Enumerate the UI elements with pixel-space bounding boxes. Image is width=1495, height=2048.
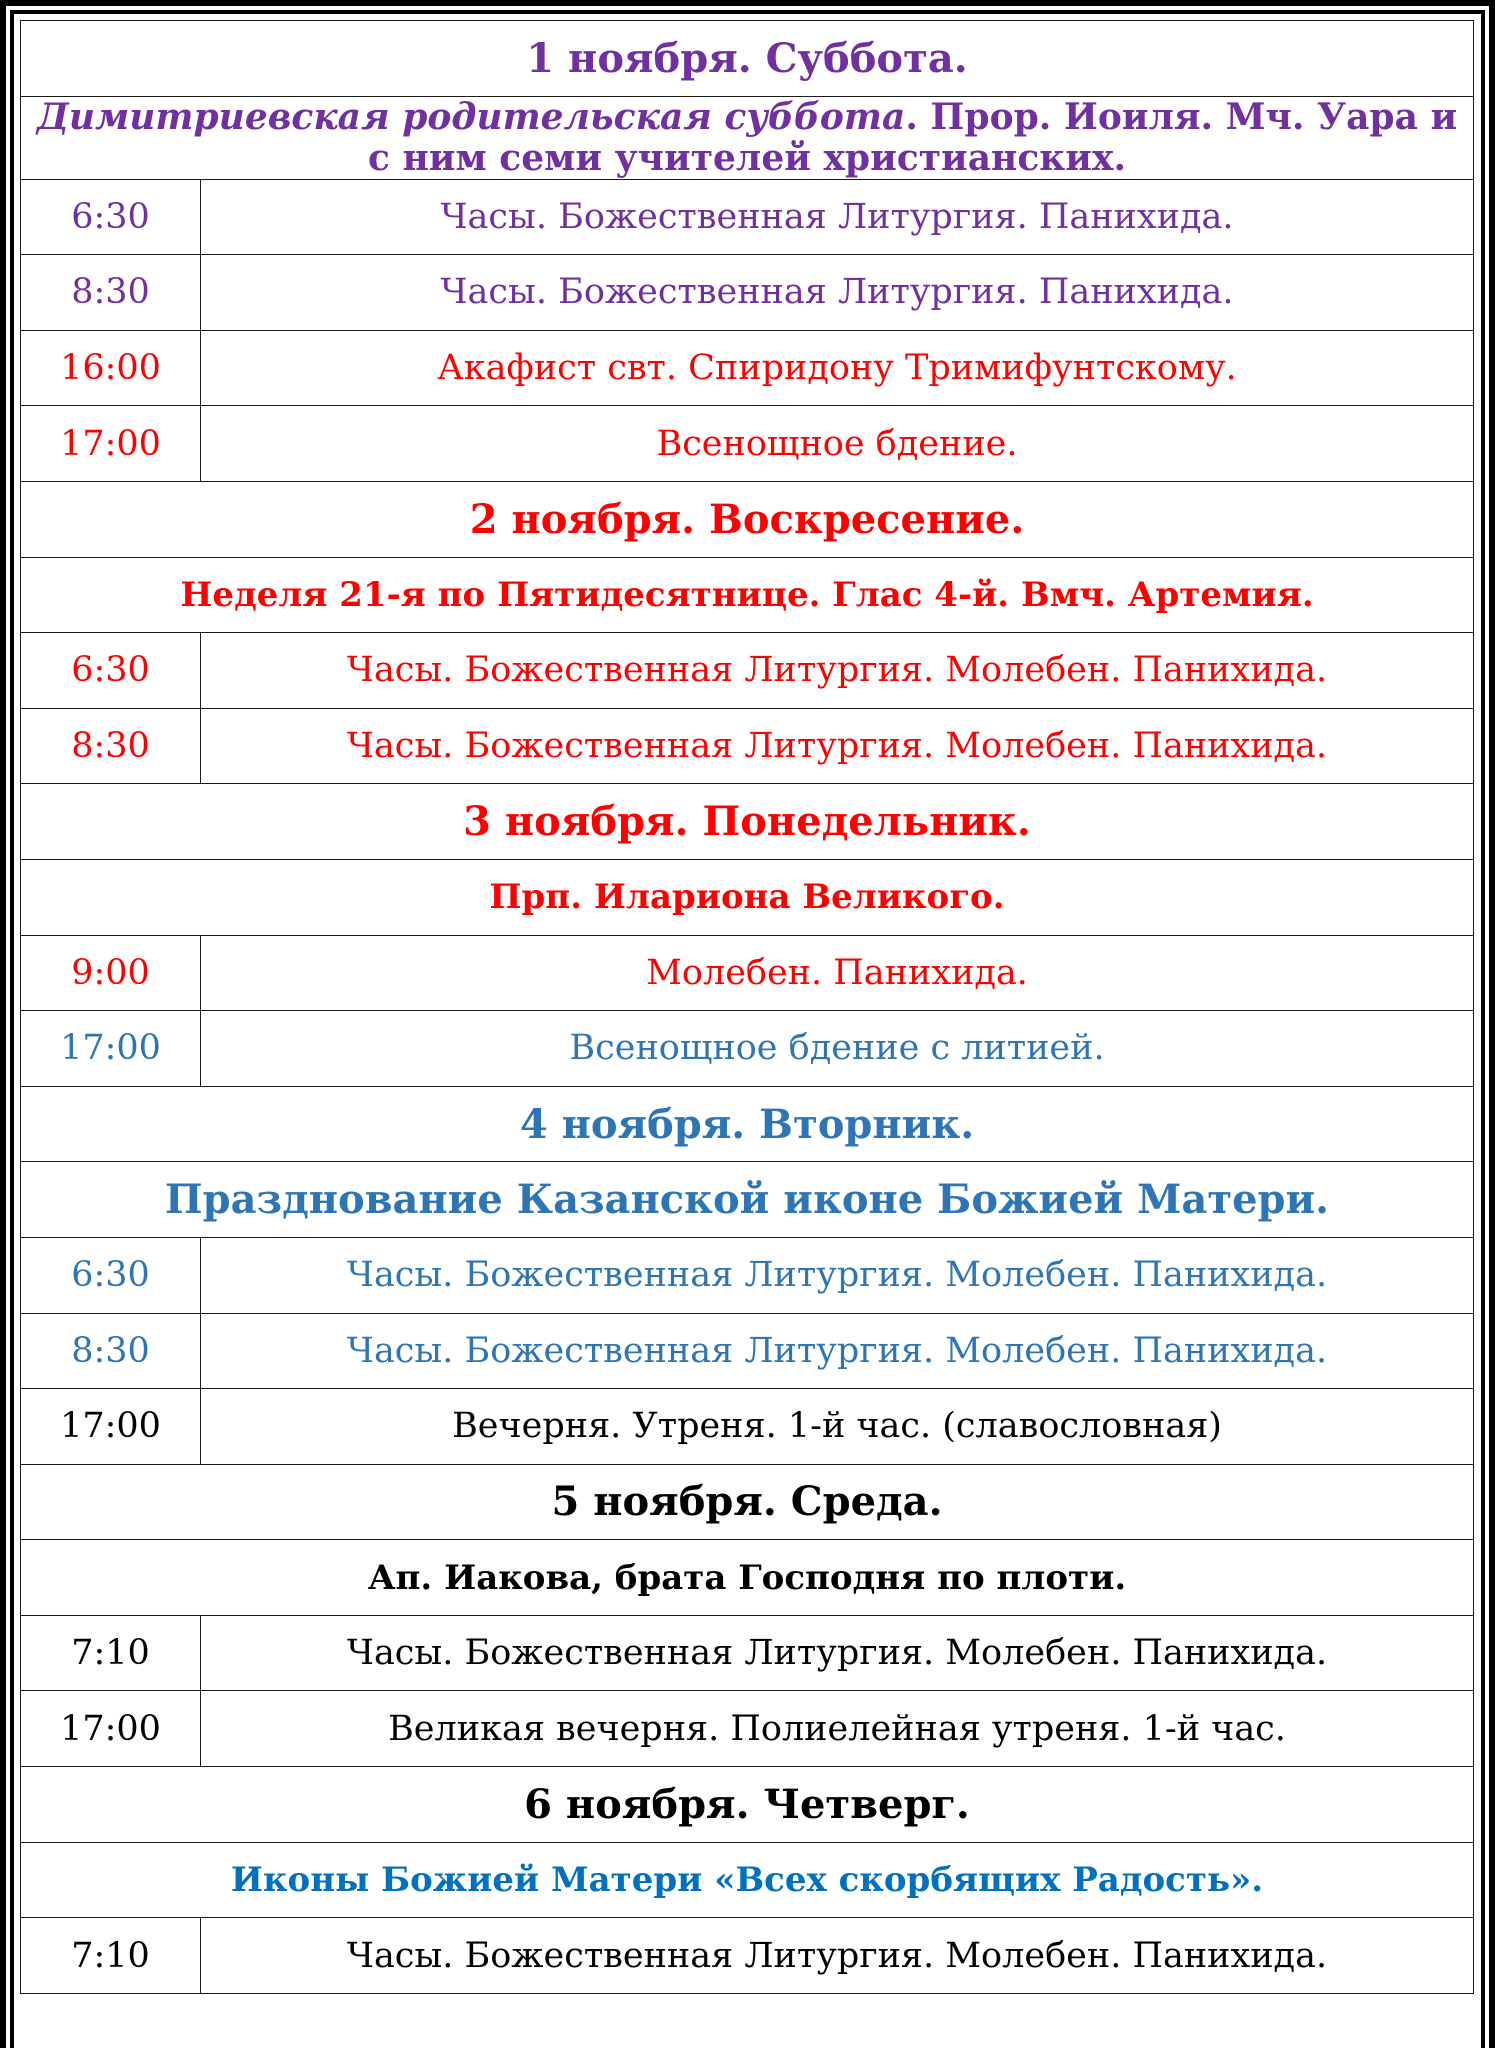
- service-time: 6:30: [21, 179, 201, 255]
- service-time: 7:10: [21, 1615, 201, 1691]
- service-text: Всенощное бдение.: [201, 406, 1474, 482]
- service-text: Часы. Божественная Литургия. Молебен. Панихида.: [201, 1313, 1474, 1389]
- service-text: Часы. Божественная Литургия. Молебен. Панихида.: [201, 1918, 1474, 1994]
- day-title: 4 ноября. Вторник.: [21, 1086, 1474, 1162]
- schedule-sheet: [20, 20, 1474, 1994]
- service-row: [21, 1011, 1474, 1087]
- schedule-table: [20, 20, 1474, 1994]
- frame-inner-left: [10, 10, 14, 2048]
- service-row: [21, 1918, 1474, 1994]
- service-text: Молебен. Панихида.: [201, 935, 1474, 1011]
- service-time: 8:30: [21, 708, 201, 784]
- service-text: Всенощное бдение с литией.: [201, 1011, 1474, 1087]
- service-time: 9:00: [21, 935, 201, 1011]
- service-time: 6:30: [21, 1237, 201, 1313]
- service-text: Часы. Божественная Литургия. Молебен. Панихида.: [201, 633, 1474, 709]
- service-time: 6:30: [21, 633, 201, 709]
- day-title: 3 ноября. Понедельник.: [21, 784, 1474, 860]
- service-row: [21, 1615, 1474, 1691]
- feast-description: Празднование Казанской иконе Божией Матери.: [21, 1162, 1474, 1238]
- frame-outer-top: [0, 0, 1495, 6]
- frame-outer-left: [0, 0, 6, 2048]
- service-row: [21, 255, 1474, 331]
- feast-description: Иконы Божией Матери «Всех скорбящих Радость».: [21, 1842, 1474, 1918]
- service-time: 8:30: [21, 1313, 201, 1389]
- feast-description: Ап. Иакова, брата Господня по плоти.: [21, 1540, 1474, 1616]
- day-title: 1 ноября. Суббота.: [21, 21, 1474, 97]
- service-time: 16:00: [21, 330, 201, 406]
- day-title: 2 ноября. Воскресение.: [21, 481, 1474, 557]
- service-row: [21, 708, 1474, 784]
- service-row: [21, 633, 1474, 709]
- service-text: Часы. Божественная Литургия. Молебен. Панихида.: [201, 1237, 1474, 1313]
- frame-inner-right: [1481, 10, 1485, 2048]
- service-time: 17:00: [21, 1691, 201, 1767]
- service-time: 8:30: [21, 255, 201, 331]
- service-text: Великая вечерня. Полиелейная утреня. 1-й час.: [201, 1691, 1474, 1767]
- feast-description: Прп. Илариона Великого.: [21, 859, 1474, 935]
- frame-outer-right: [1489, 0, 1495, 2048]
- service-time: 17:00: [21, 406, 201, 482]
- service-text: Часы. Божественная Литургия. Панихида.: [201, 255, 1474, 331]
- service-row: [21, 1237, 1474, 1313]
- feast-italic: Димитриевская родительская суббота: [36, 95, 906, 138]
- service-row: [21, 1389, 1474, 1465]
- service-text: Вечерня. Утреня. 1-й час. (славословная): [201, 1389, 1474, 1465]
- service-text: Часы. Божественная Литургия. Панихида.: [201, 179, 1474, 255]
- service-text: Акафист свт. Спиридону Тримифунтскому.: [201, 330, 1474, 406]
- feast-description: [21, 96, 1474, 179]
- service-time: 17:00: [21, 1011, 201, 1087]
- service-text: Часы. Божественная Литургия. Молебен. Панихида.: [201, 1615, 1474, 1691]
- service-row: [21, 406, 1474, 482]
- feast-rest: . Прор. Иоиля. Мч. Уара и с ним семи учителей христианских.: [367, 95, 1458, 179]
- service-time: 17:00: [21, 1389, 201, 1465]
- service-row: [21, 330, 1474, 406]
- day-title: 6 ноября. Четверг.: [21, 1767, 1474, 1843]
- day-title: 5 ноября. Среда.: [21, 1464, 1474, 1540]
- feast-description: Неделя 21-я по Пятидесятнице. Глас 4-й. Вмч. Артемия.: [21, 557, 1474, 633]
- service-row: [21, 179, 1474, 255]
- service-row: [21, 935, 1474, 1011]
- service-row: [21, 1691, 1474, 1767]
- service-row: [21, 1313, 1474, 1389]
- service-time: 7:10: [21, 1918, 201, 1994]
- service-text: Часы. Божественная Литургия. Молебен. Панихида.: [201, 708, 1474, 784]
- frame-inner-top: [10, 10, 1485, 14]
